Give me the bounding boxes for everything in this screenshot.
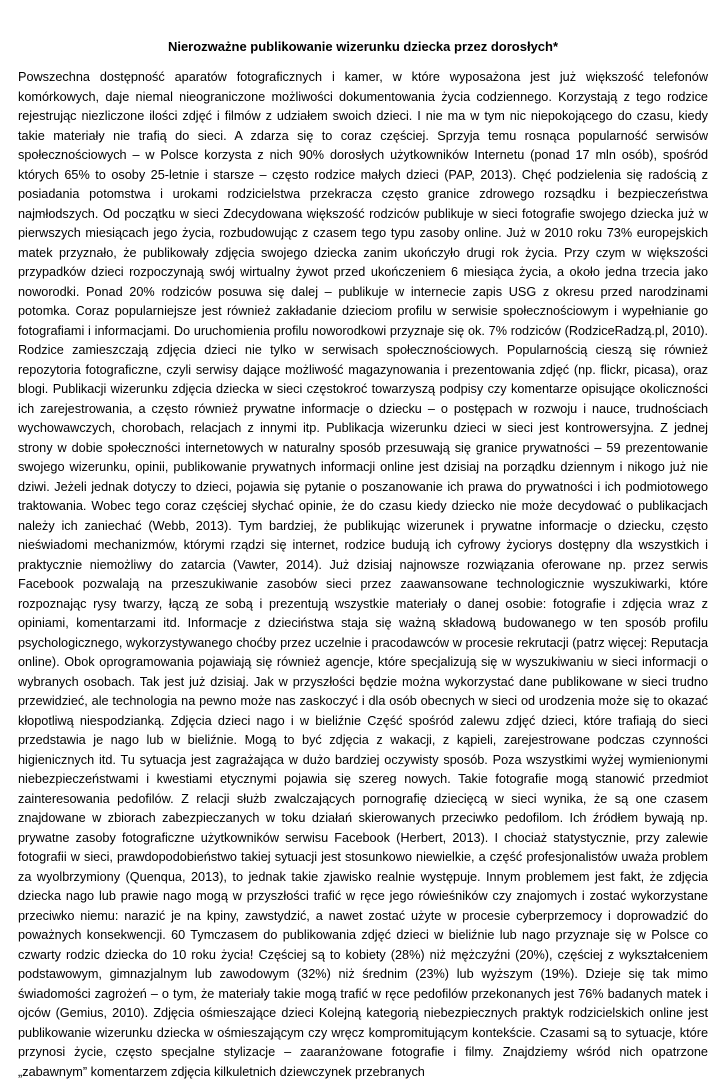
document-page xyxy=(18,38,708,1082)
document-title: Nierozważne publikowanie wizerunku dziecka przez dorosłych* xyxy=(167,39,559,54)
body-paragraph: Powszechna dostępność aparatów fotograficznych i kamer, w które wyposażona jest już większość telefonów komórkowych, daje niemal nieograniczone możliwości dokumentowania życia codziennego. Korzystają z tego rodzice rejestrując niezliczone ilości zdjęć i filmów z udziałem swoich dzieci. I nie ma w tym nic niepokojącego do czasu, kiedy takie materiały nie trafią do sieci. A zdarza się to coraz częściej. Sprzyja temu rosnąca popularność serwisów społecznościowych – w Polsce korzysta z nich 90% dorosłych użytkowników Internetu (ponad 17 mln osób), spośród których 65% to osoby 25-letnie i starsze – często rodzice małych dzieci (PAP, 2013). Chęć podzielenia się radością z posiadania potomstwa i urokami rodzicielstwa przekracza często granice zdrowego rozsądku i bezpieczeństwa najmłodszych. Od początku w sieci Zdecydowana większość rodziców publikuje w sieci fotografie swojego dziecka już w pierwszych miesiącach jego życia, rozbudowując z czasem tego typu zasoby online. Już w 2010 roku 73% europejskich matek przyznało, że publikowały zdjęcia swojego dziecka zanim ukończyło drugi rok życia. Przy czym w większości przypadków dzieci rozpoczynają swój wirtualny żywot przed ukończeniem 6 miesiąca życia, a około jedna trzecia jako noworodki. Ponad 20% rodziców posuwa się dalej – publikuje w internecie zapis USG z okresu przed narodzinami potomka. Coraz popularniejsze jest również zakładanie dzieciom profilu w serwisie społecznościowym i wypełnianie go fotografiami i informacjami. Do uruchomienia profilu noworodkowi przyznaje się ok. 7% rodziców (RodziceRadzą.pl, 2010). Rodzice zamieszczają zdjęcia dzieci nie tylko w serwisach społecznościowych. Popularnością cieszą się również repozytoria fotograficzne, czyli serwisy dające możliwość magazynowania i prezentowania zdjęć (np. flickr, picasa), oraz blogi. Publikacji wizerunku zdjęcia dziecka w sieci częstokroć towarzyszą podpisy czy komentarze opisujące okoliczności ich zarejestrowania, a często również prywatne informacje o dziecku – o postępach w rozwoju i nauce, trudnościach wychowawczych, chorobach, relacjach z innymi itp. Publikacja wizerunku dzieci w sieci jest kontrowersyjna. Z jednej strony w dobie społeczności internetowych w naturalny sposób przesuwają się granice prywatności – 59 prezentowanie swojego wizerunku, opinii, publikowanie prywatnych informacji online jest dzisiaj na porządku dziennym i nikogo już nie dziwi. Jeżeli jednak dotyczy to dzieci, pojawia się pytanie o poszanowanie ich prawa do prywatności i ich podmiotowego traktowania. Wobec tego coraz częściej słychać opinie, że do czasu kiedy dziecko nie może decydować o publikacjach należy ich zaniechać (Webb, 2013). Tym bardziej, że publikując wizerunek i prywatne informacje o dziecku, często nieświadomi mechanizmów, którymi rządzi się internet, rodzice budują ich cyfrowy życiorys dostępny dla wszystkich i praktycznie niemożliwy do zatarcia (Vawter, 2014). Już dzisiaj najnowsze rozwiązania oferowane np. przez serwis Facebook pozwalają na przeszukiwanie zasobów sieci przez zaawansowane technologicznie wyszukiwarki, które rozpoznając rysy twarzy, łączą ze sobą i prezentują wszystkie materiały o danej osobie: fotografie i zdjęcia wraz z opiniami, komentarzami itd. Informacje z dzieciństwa staja się ważną składową budowanego w ten sposób profilu psychologicznego, wykorzystywanego choćby przez uczelnie i pracodawców w procesie rekrutacji (patrz więcej: Reputacja online). Obok oprogramowania pojawiają się również agencje, które specjalizują się w wyszukiwaniu w sieci informacji o wybranych osobach. Tak jest już dzisiaj. Jak w przyszłości będzie można wykorzystać dane publikowane w sieci trudno przewidzieć, ale technologia na pewno może nas zaskoczyć i dla osób obecnych w sieci od urodzenia może się to okazać kłopotliwą niespodzianką. Zdjęcia dzieci nago i w bieliźnie Część spośród zalewu zdjęć dzieci, które trafiają do sieci przedstawia je nago lub w bieliźnie. Mogą to być zdjęcia z wakacji, z kąpieli, zarejestrowane podczas czynności higienicznych itd. Tu sytuacja jest zagrażająca w dużo bardziej oczywisty sposób. Poza wszystkimi wyżej wymienionymi niebezpieczeństwami i kwestiami etycznymi pojawia się szereg nowych. Takie fotografie mogą stanowić przedmiot zainteresowania pedofilów. Z relacji służb zwalczających pornografię dziecięcą w sieci wynika, że są one czasem znajdowane w zbiorach zabezpieczanych w toku działań skierowanych przeciwko pedofilom. Ich źródłem bywają np. prywatne zasoby fotograficzne użytkowników serwisu Facebook (Herbert, 2013). I chociaż statystycznie, przy zalewie fotografii w sieci, prawdopodobieństwo takiej sytuacji jest stosunkowo niewielkie, a część profesjonalistów uważa problem za wyolbrzymiony (Quenqua, 2013), to jednak takie zjawisko realnie występuje. Innym problemem jest fakt, że zdjęcia dziecka nago lub prawie nago mogą w przyszłości trafić w ręce jego rówieśników czy znajomych i zostać wykorzystane przeciwko niemu: narazić je na kpiny, zawstydzić, a nawet zostać użyte w procesie cyberprzemocy i doprowadzić do poważnych konsekwencji. 60 Tymczasem do publikowania zdjęć dzieci w bieliźnie lub nago przyznaje się w Polsce co czwarty rodzic dziecka do 10 roku życia! Częściej są to kobiety (28%) niż mężczyźni (20%), częściej z wykształceniem podstawowym, gimnazjalnym lub zawodowym (32%) niż średnim (23%) lub wyższym (19%). Dzieje się tak mimo świadomości zagrożeń – o tym, że materiały takie mogą trafić w ręce pedofilów przekonanych jest 76% badanych matek i ojców (Gemius, 2010). Zdjęcia ośmieszające dzieci Kolejną kategorią niebezpiecznych praktyk rodzicielskich online jest publikowanie wizerunku dziecka w ośmieszającym czy wręcz kompromitującym kontekście. Czasami są to sytuacje, które przynosi życie, często specjalne stylizacje – zaaranżowane fotografie i filmy. Znajdziemy wśród nich opatrzone „zabawnym” komentarzem zdjęcia kilkuletnich dziewczynek przebranych xyxy=(18,70,708,1079)
